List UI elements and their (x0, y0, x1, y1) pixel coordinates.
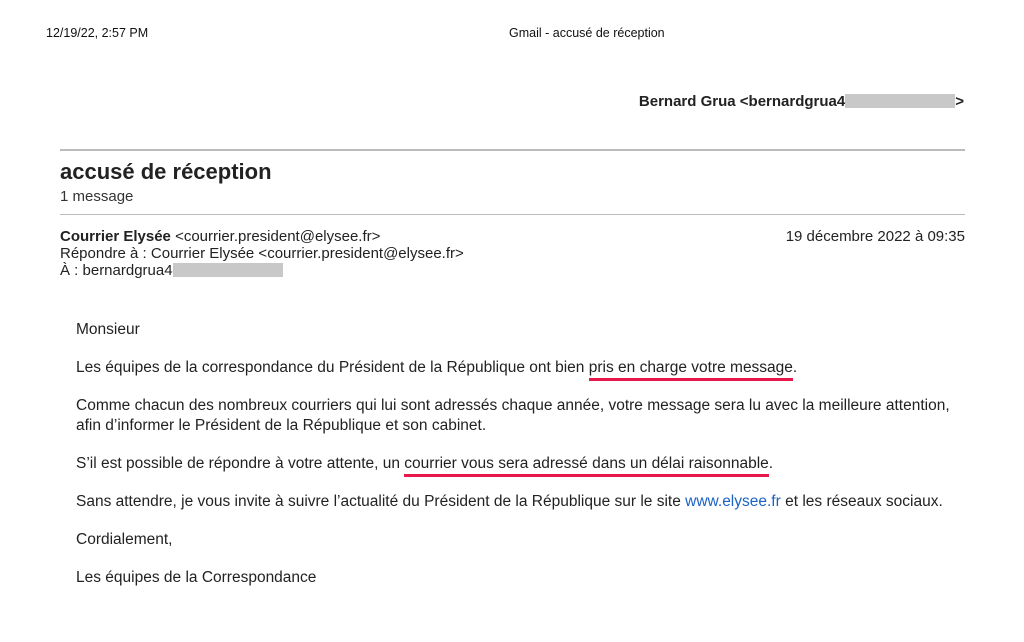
paragraph-4 (76, 492, 956, 512)
text: Sans attendre, je vous invite à suivre l’actualité du Président de la République sur le site (76, 493, 686, 510)
text: . (768, 455, 774, 472)
reply-to: Répondre à : Courrier Elysée <courrier.president@elysee.fr> (60, 245, 464, 262)
divider (60, 149, 965, 151)
print-page-title: Gmail - accusé de réception (509, 26, 665, 40)
paragraph-2: Comme chacun des nombreux courriers qui lui sont adressés chaque année, votre message sera lu avec la meilleure attention, afin d’informer le Président de la République et son cabinet. (76, 397, 950, 434)
message-date: 19 décembre 2022 à 09:35 (785, 228, 965, 245)
account-name-email: Bernard Grua <bernardgrua4 (638, 93, 846, 110)
message-body (76, 320, 956, 606)
closing: Cordialement, (76, 531, 173, 548)
text: et les réseaux sociaux. (780, 493, 943, 510)
redacted-block (173, 263, 283, 277)
account-header (639, 93, 964, 110)
to-field: À : bernardgrua4 (60, 262, 173, 279)
highlighted-phrase: courrier vous sera adressé dans un délai raisonnable (404, 455, 768, 477)
from-email: <courrier.president@elysee.fr> (175, 228, 381, 245)
text: Les équipes de la correspondance du Président de la République ont bien (76, 359, 589, 376)
paragraph-1 (76, 358, 956, 378)
redacted-block (845, 94, 955, 108)
thread-subject: accusé de réception (60, 159, 272, 184)
divider (60, 214, 965, 215)
print-datetime: 12/19/22, 2:57 PM (46, 26, 149, 40)
paragraph-3 (76, 454, 956, 474)
text: . (792, 359, 798, 376)
from-name: Courrier Elysée (60, 228, 171, 245)
signature: Les équipes de la Correspondance (76, 569, 317, 586)
highlighted-phrase: pris en charge votre message (589, 359, 793, 381)
greeting: Monsieur (76, 321, 140, 338)
text: S’il est possible de répondre à votre attente, un (76, 455, 405, 472)
elysee-link[interactable]: www.elysee.fr (685, 493, 781, 510)
message-meta (60, 228, 965, 279)
account-closing: > (955, 93, 964, 110)
message-count: 1 message (60, 188, 134, 205)
